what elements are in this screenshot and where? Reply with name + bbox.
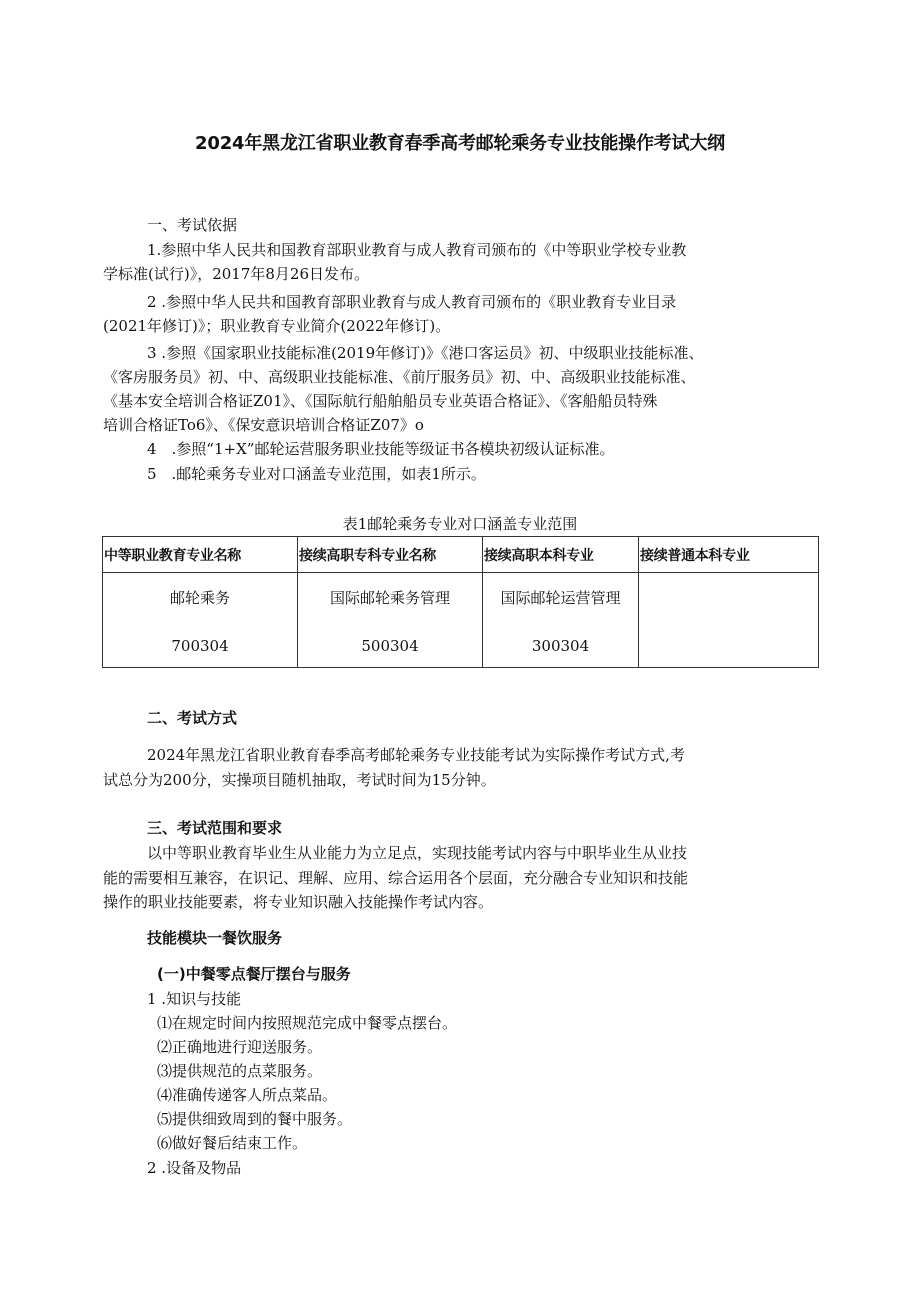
section1-item2-line2: (2021年修订)》；职业教育专业简介(2022年修订)。 bbox=[103, 317, 451, 335]
section1-item3-line1: 3 .参照《国家职业技能标准(2019年修订)》《港口客运员》初、中级职业技能标准、 bbox=[147, 344, 704, 362]
section3-line2: 能的需要相互兼容，在识记、理解、应用、综合运用各个层面，充分融合专业知识和技能 bbox=[103, 869, 689, 887]
table-cell bbox=[298, 573, 483, 668]
document-title: 2024年黑龙江省职业教育春季高考邮轮乘务专业技能操作考试大纲 bbox=[195, 133, 725, 154]
table-caption: 表1邮轮乘务专业对口涵盖专业范围 bbox=[342, 515, 578, 533]
list-item: ⑵正确地进行迎送服务。 bbox=[157, 1038, 323, 1056]
equipment-heading: 2 .设备及物品 bbox=[147, 1159, 242, 1177]
major-name: 邮轮乘务 bbox=[169, 589, 230, 607]
table-header-cell: 接续普通本科专业 bbox=[639, 537, 819, 573]
section1-item3-line3: 《基本安全培训合格证Z01》、《国际航行船舶船员专业英语合格证》、《客船船员特殊 bbox=[103, 392, 658, 410]
table-header-cell: 接续高职本科专业 bbox=[483, 537, 639, 573]
section1-item5: 5 .邮轮乘务专业对口涵盖专业范围，如表1所示。 bbox=[147, 465, 486, 483]
list-item: ⑹做好餐后结束工作。 bbox=[157, 1134, 308, 1152]
section1-item3-line4: 培训合格证To6》、《保安意识培训合格证Z07》o bbox=[103, 416, 424, 434]
major-coverage-table bbox=[102, 536, 819, 668]
table-header-cell: 中等职业教育专业名称 bbox=[103, 537, 298, 573]
section2-line1: 2024年黑龙江省职业教育春季高考邮轮乘务专业技能考试为实际操作考试方式,考 bbox=[147, 746, 685, 764]
table-header-cell: 接续高职专科专业名称 bbox=[298, 537, 483, 573]
major-name: 国际邮轮运营管理 bbox=[500, 589, 621, 607]
table-row bbox=[103, 573, 819, 668]
list-item: ⑷准确传递客人所点菜品。 bbox=[157, 1086, 338, 1104]
table-cell bbox=[103, 573, 298, 668]
section1-heading: 一、考试依据 bbox=[147, 216, 238, 234]
major-code: 500304 bbox=[361, 637, 419, 655]
skill-module-heading: 技能模块一餐饮服务 bbox=[147, 929, 283, 947]
section2-line2: 试总分为200分，实操项目随机抽取，考试时间为15分钟。 bbox=[103, 771, 496, 789]
section3-line1: 以中等职业教育毕业生从业能力为立足点，实现技能考试内容与中职毕业生从业技 bbox=[147, 844, 688, 862]
major-name: 国际邮轮乘务管理 bbox=[329, 589, 450, 607]
section1-item3-line2: 《客房服务员》初、中、高级职业技能标准、《前厅服务员》初、中、高级职业技能标准、 bbox=[103, 368, 696, 386]
section1-item2-line1: 2 .参照中华人民共和国教育部职业教育与成人教育司颁布的《职业教育专业目录 bbox=[147, 293, 677, 311]
list-item: ⑸提供细致周到的餐中服务。 bbox=[157, 1110, 353, 1128]
list-item: ⑴在规定时间内按照规范完成中餐零点摆台。 bbox=[157, 1014, 458, 1032]
major-code: 700304 bbox=[171, 637, 229, 655]
sub-section-heading: (一)中餐零点餐厅摆台与服务 bbox=[157, 965, 351, 983]
section3-line3: 操作的职业技能要素，将专业知识融入技能操作考试内容。 bbox=[103, 893, 494, 911]
table-cell bbox=[483, 573, 639, 668]
knowledge-heading: 1 .知识与技能 bbox=[147, 990, 242, 1008]
section1-item1-line1: 1.参照中华人民共和国教育部职业教育与成人教育司颁布的《中等职业学校专业教 bbox=[147, 241, 687, 259]
section2-heading: 二、考试方式 bbox=[147, 709, 238, 727]
list-item: ⑶提供规范的点菜服务。 bbox=[157, 1062, 323, 1080]
major-code: 300304 bbox=[531, 637, 590, 655]
table-header-row bbox=[103, 537, 819, 573]
section3-heading: 三、考试范围和要求 bbox=[147, 819, 283, 837]
section1-item4: 4 .参照“1+X”邮轮运营服务职业技能等级证书各模块初级认证标准。 bbox=[147, 440, 615, 458]
table-cell bbox=[639, 573, 819, 668]
section1-item1-line2: 学标准(试行)》，2017年8月26日发布。 bbox=[103, 265, 370, 283]
